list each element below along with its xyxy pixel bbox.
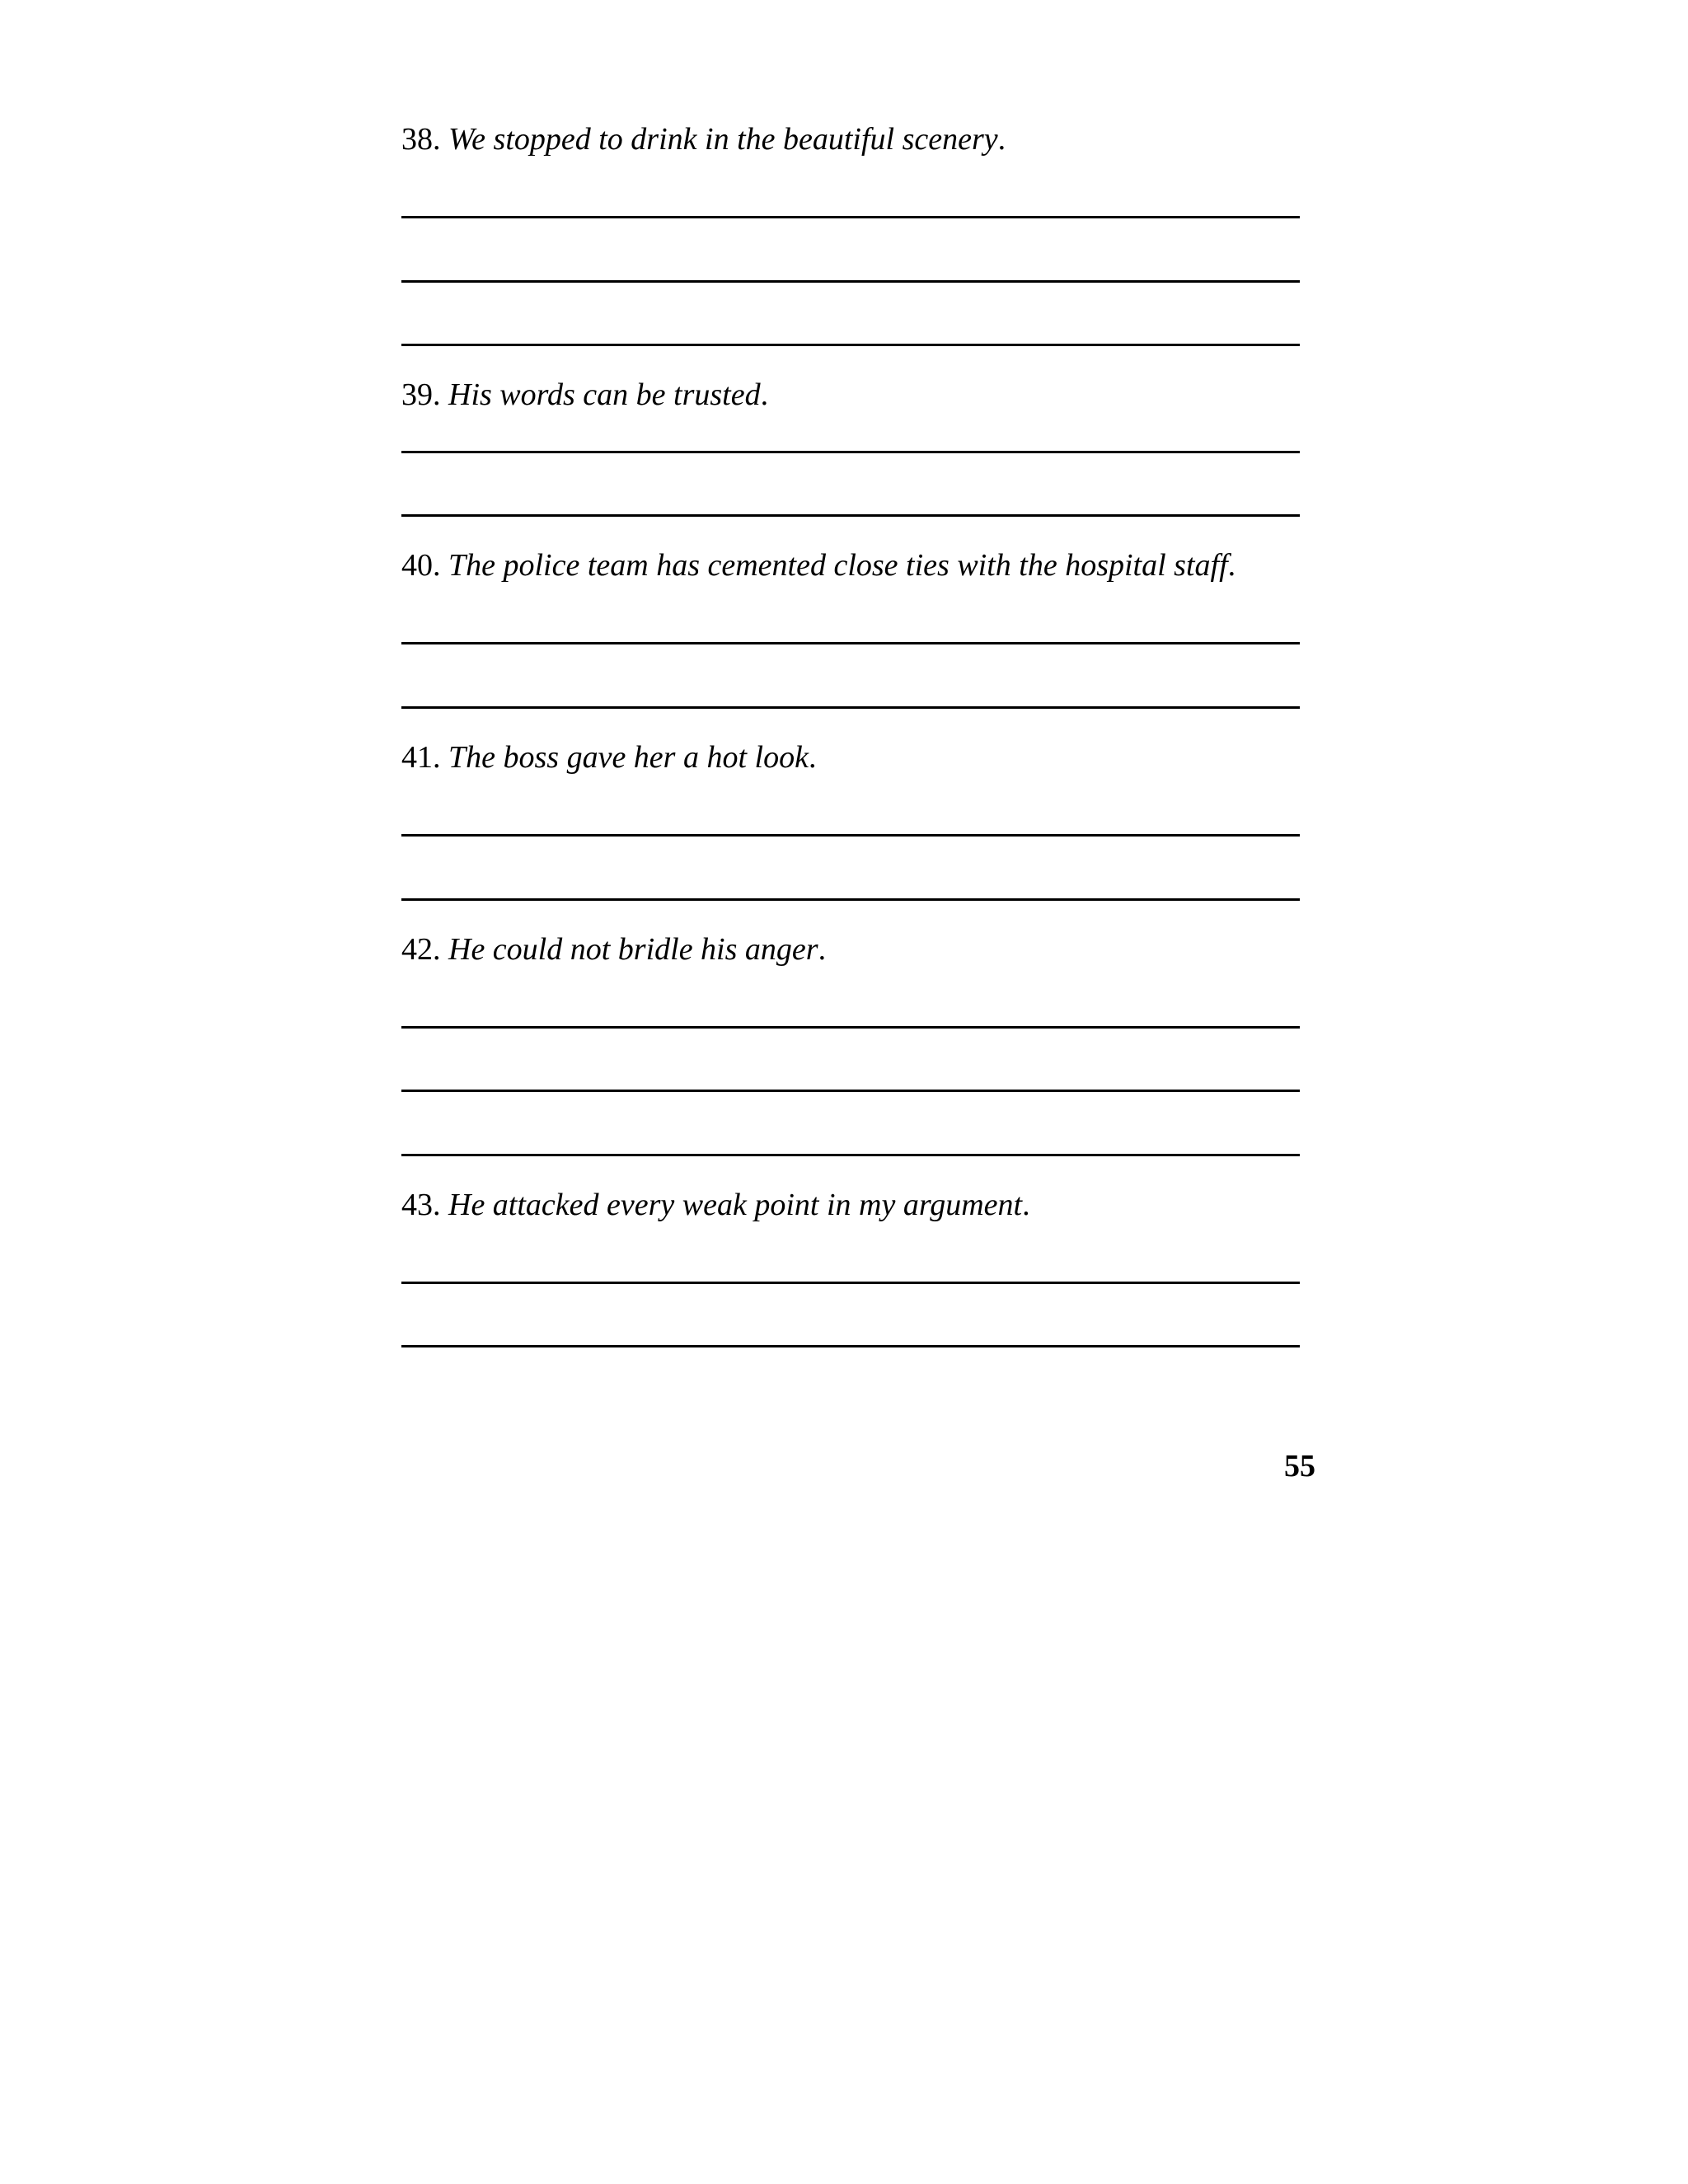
question-38 (401, 120, 1006, 158)
answer-line[interactable] (401, 898, 1300, 901)
answer-line[interactable] (401, 1090, 1300, 1092)
question-number: 42. (401, 932, 441, 967)
question-sentence: The police team has cemented close ties with the hospital staff (448, 548, 1228, 583)
answer-line[interactable] (401, 706, 1300, 709)
question-number: 41. (401, 740, 441, 775)
answer-line[interactable] (401, 344, 1300, 346)
answer-line[interactable] (401, 451, 1300, 453)
question-number: 38. (401, 122, 441, 157)
answer-line[interactable] (401, 834, 1300, 837)
page-number: 55 (1284, 1449, 1315, 1483)
question-sentence: His words can be trusted (448, 377, 761, 412)
question-39 (401, 376, 768, 414)
answer-line[interactable] (401, 642, 1300, 644)
question-43 (401, 1186, 1030, 1224)
answer-line[interactable] (401, 1154, 1300, 1156)
answer-line[interactable] (401, 216, 1300, 218)
question-40 (401, 546, 1236, 584)
answer-line[interactable] (401, 514, 1300, 517)
question-period: . (997, 122, 1006, 157)
answer-line[interactable] (401, 1026, 1300, 1029)
question-number: 40. (401, 548, 441, 583)
question-period: . (808, 740, 817, 775)
question-sentence: He could not bridle his anger (448, 932, 818, 967)
question-period: . (1022, 1188, 1030, 1222)
answer-line[interactable] (401, 1345, 1300, 1347)
answer-line[interactable] (401, 1282, 1300, 1284)
question-41 (401, 738, 816, 776)
question-period: . (818, 932, 827, 967)
question-period: . (1227, 548, 1236, 583)
question-sentence: The boss gave her a hot look (448, 740, 809, 775)
answer-line[interactable] (401, 280, 1300, 283)
question-number: 43. (401, 1188, 441, 1222)
question-period: . (760, 377, 769, 412)
question-number: 39. (401, 377, 441, 412)
question-sentence: He attacked every weak point in my argument (448, 1188, 1023, 1222)
question-42 (401, 930, 826, 968)
question-sentence: We stopped to drink in the beautiful scenery (448, 122, 998, 157)
